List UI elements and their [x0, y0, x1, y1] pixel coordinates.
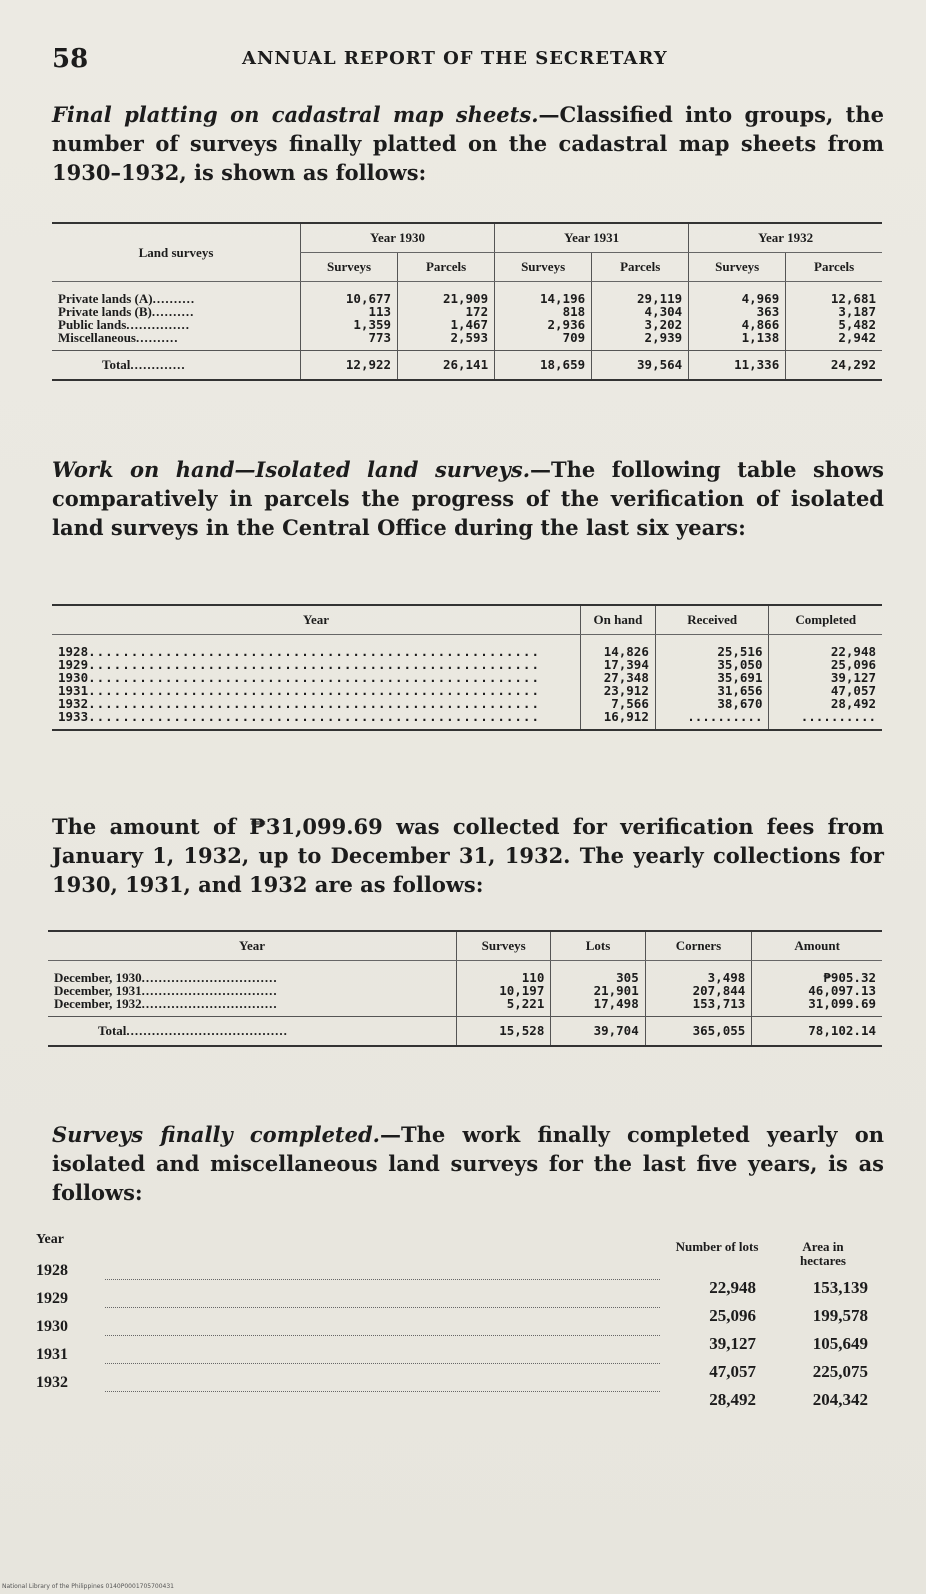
table-row-group [52, 282, 882, 351]
table-total-row: Total...................................... 15,528 39,704 365,055 78,102.14 [48, 1017, 882, 1047]
paragraph-final-platting [52, 100, 884, 187]
paragraph-surveys-completed [52, 1120, 884, 1207]
paragraph-text: —The work finally completed yearly on isolated and miscellaneous land surveys for the last five years, is as follows: [52, 1122, 884, 1205]
col-header-corners: Corners [645, 931, 752, 961]
row-year: 1928 [36, 1262, 68, 1279]
cells-completed: 22,948 25,096 39,127 47,057 28,492 .......... [769, 635, 882, 731]
cell-lots: 22,948 [709, 1278, 756, 1297]
cell-area: 225,075 [812, 1362, 868, 1381]
row-year: 1929 [36, 1290, 68, 1307]
table-row-group [52, 635, 882, 731]
col-header-year-1932: Year 1932 [689, 223, 882, 253]
col-header-year: Year [52, 605, 581, 635]
paragraph-verification-fees [52, 812, 884, 899]
col-header-surveys: Surveys [457, 931, 551, 961]
cells-corners: 3,498 207,844 153,713 [645, 961, 752, 1017]
cells-lots: 305 21,901 17,498 [551, 961, 645, 1017]
cells-received: 25,516 35,050 35,691 31,656 38,670 .......... [655, 635, 769, 731]
paragraph-lead: Final platting on cadastral map sheets. [52, 102, 539, 127]
cells-1930-parcels: 21,909 172 1,467 2,593 [398, 282, 495, 351]
paragraph-lead: Work on hand—Isolated land surveys. [52, 457, 531, 482]
cell-lots: 47,057 [709, 1362, 756, 1381]
cells-1932-parcels: 12,681 3,187 5,482 2,942 [786, 282, 882, 351]
paragraph-text: —Classified into groups, the number of surveys finally platted on the cadastral map sheets from 1930–1932, is shown as follows: [52, 102, 884, 185]
col-header-lots: Lots [551, 931, 645, 961]
footer-archive-tag: National Library of the Philippines 0140P0001705700431 [2, 1583, 174, 1590]
table-cadastral-platting [52, 222, 882, 381]
sub-header-parcels: Parcels [786, 253, 882, 282]
col-header-year: Year [36, 1232, 64, 1247]
paragraph-lead: Surveys finally completed. [52, 1122, 380, 1147]
cell-area: 199,578 [812, 1306, 868, 1325]
table-yearly-collections [48, 930, 882, 1047]
col-header-year: Year [48, 931, 457, 961]
paragraph-work-on-hand [52, 455, 884, 542]
col-header-completed: Completed [769, 605, 882, 635]
row-year: 1930 [36, 1318, 68, 1335]
cell-lots: 28,492 [709, 1390, 756, 1409]
running-title: ANNUAL REPORT OF THE SECRETARY [242, 48, 668, 69]
cell-lots: 25,096 [709, 1306, 756, 1325]
sub-header-parcels: Parcels [398, 253, 495, 282]
cells-1932-surveys: 4,969 363 4,866 1,138 [689, 282, 786, 351]
sub-header-surveys: Surveys [495, 253, 592, 282]
row-year: 1932 [36, 1374, 68, 1391]
col-header-year-1931: Year 1931 [495, 223, 689, 253]
table-isolated-surveys [52, 604, 882, 731]
col-header-area-hectares: Area in hectares [800, 1239, 846, 1268]
cells-1930-surveys: 10,677 113 1,359 773 [301, 282, 398, 351]
cell-lots: 39,127 [709, 1334, 756, 1353]
cell-area: 105,649 [812, 1334, 868, 1353]
cells-surveys: 110 10,197 5,221 [457, 961, 551, 1017]
col-header-land-surveys: Land surveys [52, 223, 301, 282]
row-years: 1928..................................................... 1929..................................................... 1930..................................................... 1931..................................................... 1932..................................................... 1933..................................................... [58, 644, 540, 724]
table-row-group [48, 961, 882, 1017]
table-total-row: Total............. 12,922 26,141 18,659 39,564 11,336 24,292 [52, 351, 882, 381]
row-year: 1931 [36, 1346, 68, 1363]
cell-area: 204,342 [812, 1390, 868, 1409]
row-labels: December, 1930................................ December, 1931................................ December, 1932................................ [54, 970, 278, 1011]
cells-1931-surveys: 14,196 818 2,936 709 [495, 282, 592, 351]
col-header-received: Received [655, 605, 769, 635]
cell-area: 153,139 [812, 1278, 868, 1297]
paragraph-text: —The following table shows comparatively in parcels the progress of the verification of isolated land surveys in the Central Office during the last six years: [52, 457, 884, 540]
col-header-amount: Amount [752, 931, 882, 961]
cells-1931-parcels: 29,119 4,304 3,202 2,939 [592, 282, 689, 351]
col-header-year-1930: Year 1930 [301, 223, 495, 253]
paragraph-text: The amount of ₱31,099.69 was collected for verification fees from January 1, 1932, up to December 31, 1932. The yearly collections for 1930, 1931, and 1932 are as follows: [52, 814, 884, 897]
row-labels: Private lands (A).......... Private lands (B).......... Public lands............... Miscellaneous.......... [58, 291, 196, 345]
cells-on-hand: 14,826 17,394 27,348 23,912 7,566 16,912 [581, 635, 656, 731]
page-header [52, 44, 896, 78]
cells-amount: ₱905.32 46,097.13 31,099.69 [752, 961, 882, 1017]
sub-header-surveys: Surveys [301, 253, 398, 282]
col-header-on-hand: On hand [581, 605, 656, 635]
sub-header-parcels: Parcels [592, 253, 689, 282]
col-header-number-of-lots: Number of lots [675, 1239, 759, 1254]
page-number: 58 [52, 44, 89, 74]
sub-header-surveys: Surveys [689, 253, 786, 282]
